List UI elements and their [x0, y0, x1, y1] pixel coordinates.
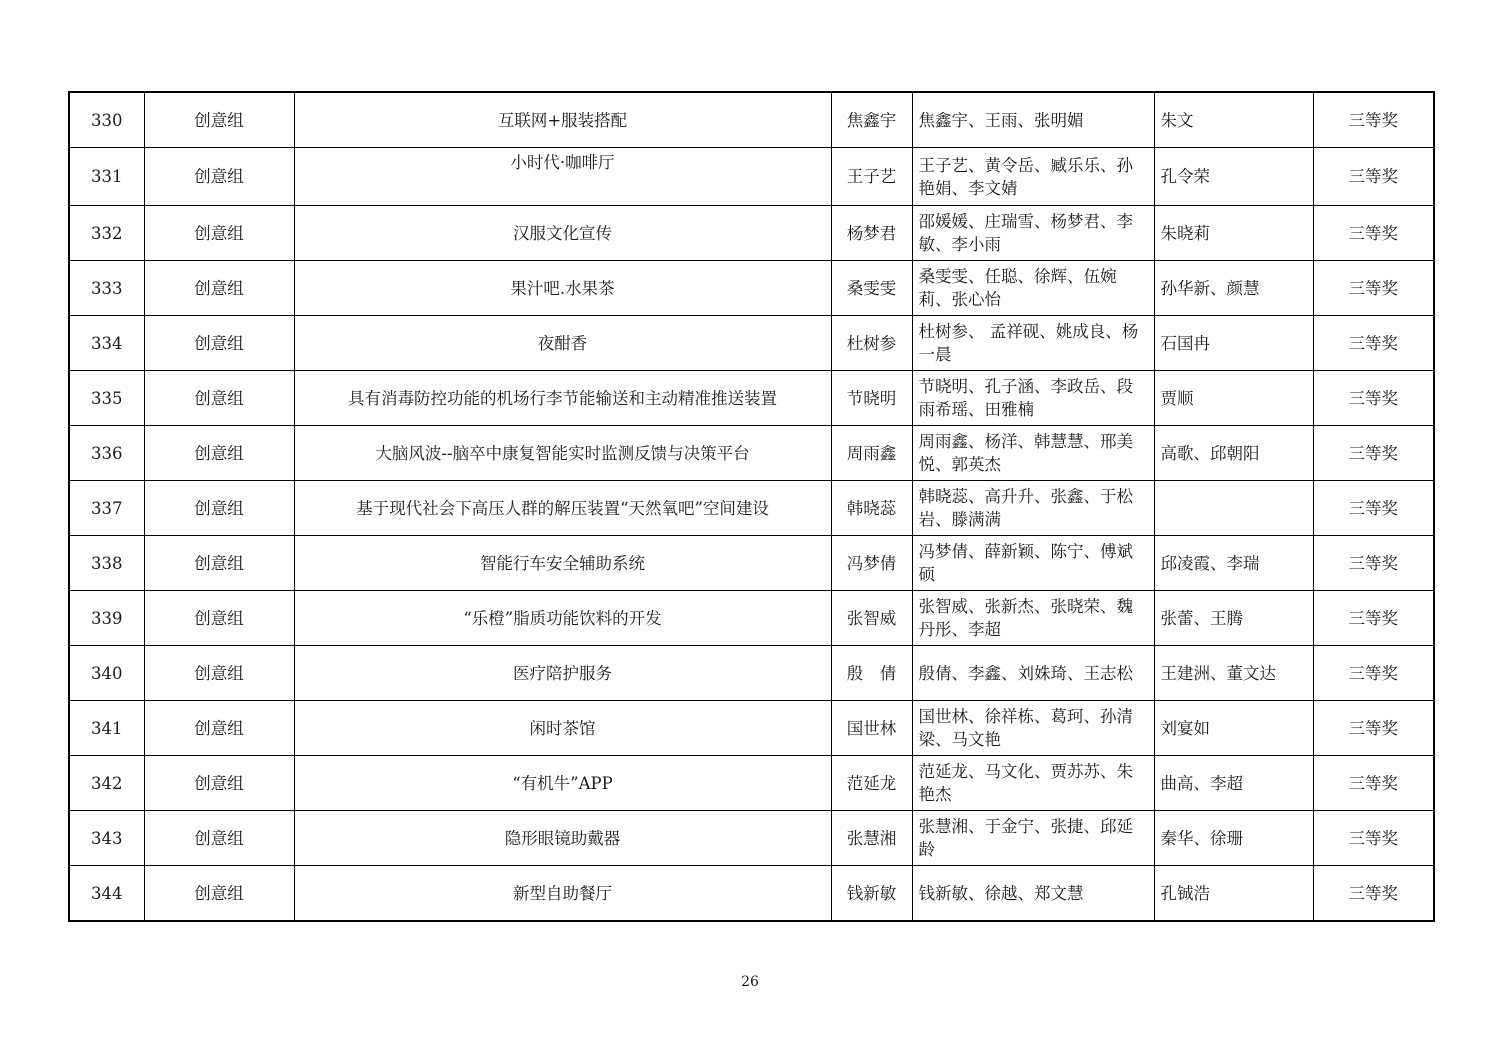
entry-advisor: 王建洲、董文达: [1154, 646, 1313, 701]
entry-award: 三等奖: [1313, 756, 1434, 811]
entry-number: 333: [69, 261, 144, 316]
entry-number: 331: [69, 148, 144, 206]
entry-title: 基于现代社会下高压人群的解压装置“天然氧吧”空间建设: [294, 481, 831, 536]
entry-leader: 杨梦君: [831, 206, 912, 261]
entry-advisor: 秦华、徐珊: [1154, 811, 1313, 866]
entry-group: 创意组: [144, 646, 294, 701]
entry-group: 创意组: [144, 811, 294, 866]
entry-number: 332: [69, 206, 144, 261]
entry-advisor: 孔铖浩: [1154, 866, 1313, 922]
entry-number: 340: [69, 646, 144, 701]
entry-award: 三等奖: [1313, 811, 1434, 866]
entry-advisor: 朱晓莉: [1154, 206, 1313, 261]
table-row: [69, 148, 1434, 206]
entry-leader: 焦鑫宇: [831, 92, 912, 148]
entry-advisor: [1154, 481, 1313, 536]
entry-members: 冯梦倩、薛新颖、陈宁、傅斌硕: [912, 536, 1154, 591]
table-row: [69, 701, 1434, 756]
entry-award: 三等奖: [1313, 646, 1434, 701]
entry-leader: 张智威: [831, 591, 912, 646]
entry-members: 邵媛媛、庄瑞雪、杨梦君、李敏、李小雨: [912, 206, 1154, 261]
entry-title: 新型自助餐厅: [294, 866, 831, 922]
entry-leader: 钱新敏: [831, 866, 912, 922]
entry-group: 创意组: [144, 866, 294, 922]
entry-award: 三等奖: [1313, 426, 1434, 481]
entry-advisor: 石国冉: [1154, 316, 1313, 371]
entry-group: 创意组: [144, 701, 294, 756]
table-row: [69, 591, 1434, 646]
entry-group: 创意组: [144, 261, 294, 316]
entry-title: 智能行车安全辅助系统: [294, 536, 831, 591]
entry-group: 创意组: [144, 426, 294, 481]
entry-advisor: 贾顺: [1154, 371, 1313, 426]
entry-group: 创意组: [144, 148, 294, 206]
entry-members: 周雨鑫、杨洋、韩慧慧、邢美悦、郭英杰: [912, 426, 1154, 481]
entry-leader: 节晓明: [831, 371, 912, 426]
entry-award: 三等奖: [1313, 92, 1434, 148]
entry-leader: 杜树参: [831, 316, 912, 371]
entry-members: 张慧湘、于金宁、张捷、邱延龄: [912, 811, 1154, 866]
entry-number: 338: [69, 536, 144, 591]
entry-leader: 国世林: [831, 701, 912, 756]
entry-title: “有机牛”APP: [294, 756, 831, 811]
entry-members: 桑雯雯、任聪、徐辉、伍婉莉、张心怡: [912, 261, 1154, 316]
table-row: [69, 316, 1434, 371]
awards-table: [68, 91, 1435, 922]
entry-title: 隐形眼镜助戴器: [294, 811, 831, 866]
entry-title: 夜酣香: [294, 316, 831, 371]
entry-advisor: 曲高、李超: [1154, 756, 1313, 811]
entry-members: 国世林、徐祥栋、葛珂、孙清梁、马文艳: [912, 701, 1154, 756]
entry-award: 三等奖: [1313, 481, 1434, 536]
entry-title: 果汁吧.水果茶: [294, 261, 831, 316]
entry-group: 创意组: [144, 206, 294, 261]
table-row: [69, 811, 1434, 866]
entry-group: 创意组: [144, 756, 294, 811]
entry-group: 创意组: [144, 316, 294, 371]
entry-number: 335: [69, 371, 144, 426]
awards-table-body: [69, 92, 1434, 921]
table-row: [69, 261, 1434, 316]
entry-award: 三等奖: [1313, 536, 1434, 591]
entry-advisor: 高歌、邱朝阳: [1154, 426, 1313, 481]
entry-leader: 冯梦倩: [831, 536, 912, 591]
entry-number: 342: [69, 756, 144, 811]
entry-leader: 韩晓蕊: [831, 481, 912, 536]
entry-title: 具有消毒防控功能的机场行李节能输送和主动精准推送装置: [294, 371, 831, 426]
entry-advisor: 孔令荣: [1154, 148, 1313, 206]
entry-award: 三等奖: [1313, 866, 1434, 922]
table-row: [69, 536, 1434, 591]
entry-advisor: 邱凌霞、李瑞: [1154, 536, 1313, 591]
entry-advisor: 孙华新、颜慧: [1154, 261, 1313, 316]
table-row: [69, 371, 1434, 426]
entry-number: 343: [69, 811, 144, 866]
entry-number: 336: [69, 426, 144, 481]
entry-members: 殷倩、李鑫、刘姝琦、王志松: [912, 646, 1154, 701]
entry-award: 三等奖: [1313, 261, 1434, 316]
table-row: [69, 866, 1434, 922]
entry-award: 三等奖: [1313, 206, 1434, 261]
entry-leader: 桑雯雯: [831, 261, 912, 316]
page-number: 26: [741, 974, 759, 990]
table-row: [69, 206, 1434, 261]
entry-advisor: 刘宴如: [1154, 701, 1313, 756]
entry-number: 339: [69, 591, 144, 646]
table-row: [69, 646, 1434, 701]
entry-number: 330: [69, 92, 144, 148]
entry-leader: 周雨鑫: [831, 426, 912, 481]
entry-group: 创意组: [144, 92, 294, 148]
entry-award: 三等奖: [1313, 148, 1434, 206]
entry-advisor: 张蕾、王腾: [1154, 591, 1313, 646]
entry-members: 杜树参、 孟祥砚、姚成良、杨一晨: [912, 316, 1154, 371]
table-row: [69, 426, 1434, 481]
entry-award: 三等奖: [1313, 701, 1434, 756]
entry-members: 张智威、张新杰、张晓荣、魏丹彤、李超: [912, 591, 1154, 646]
entry-title: 小时代·咖啡厅: [294, 148, 831, 206]
entry-award: 三等奖: [1313, 316, 1434, 371]
entry-number: 344: [69, 866, 144, 922]
entry-group: 创意组: [144, 481, 294, 536]
entry-title: 汉服文化宣传: [294, 206, 831, 261]
entry-number: 337: [69, 481, 144, 536]
entry-leader: 范延龙: [831, 756, 912, 811]
entry-members: 焦鑫宇、王雨、张明媚: [912, 92, 1154, 148]
entry-title: 医疗陪护服务: [294, 646, 831, 701]
table-row: [69, 756, 1434, 811]
entry-group: 创意组: [144, 371, 294, 426]
entry-group: 创意组: [144, 591, 294, 646]
entry-leader: 王子艺: [831, 148, 912, 206]
entry-members: 钱新敏、徐越、郑文慧: [912, 866, 1154, 922]
entry-members: 节晓明、孔子涵、李政岳、段雨希瑶、田雅楠: [912, 371, 1154, 426]
entry-title: 大脑风波--脑卒中康复智能实时监测反馈与决策平台: [294, 426, 831, 481]
entry-members: 王子艺、黄令岳、臧乐乐、孙艳娟、李文婧: [912, 148, 1154, 206]
entry-leader: 张慧湘: [831, 811, 912, 866]
table-row: [69, 481, 1434, 536]
table-row: [69, 92, 1434, 148]
entry-award: 三等奖: [1313, 591, 1434, 646]
entry-group: 创意组: [144, 536, 294, 591]
entry-award: 三等奖: [1313, 371, 1434, 426]
entry-title: 互联网+服装搭配: [294, 92, 831, 148]
entry-leader: 殷 倩: [831, 646, 912, 701]
entry-title: 闲时茶馆: [294, 701, 831, 756]
entry-number: 334: [69, 316, 144, 371]
entry-members: 范延龙、马文化、贾苏苏、朱艳杰: [912, 756, 1154, 811]
entry-title: “乐橙”脂质功能饮料的开发: [294, 591, 831, 646]
entry-number: 341: [69, 701, 144, 756]
entry-members: 韩晓蕊、高升升、张鑫、于松岩、滕满满: [912, 481, 1154, 536]
entry-advisor: 朱文: [1154, 92, 1313, 148]
